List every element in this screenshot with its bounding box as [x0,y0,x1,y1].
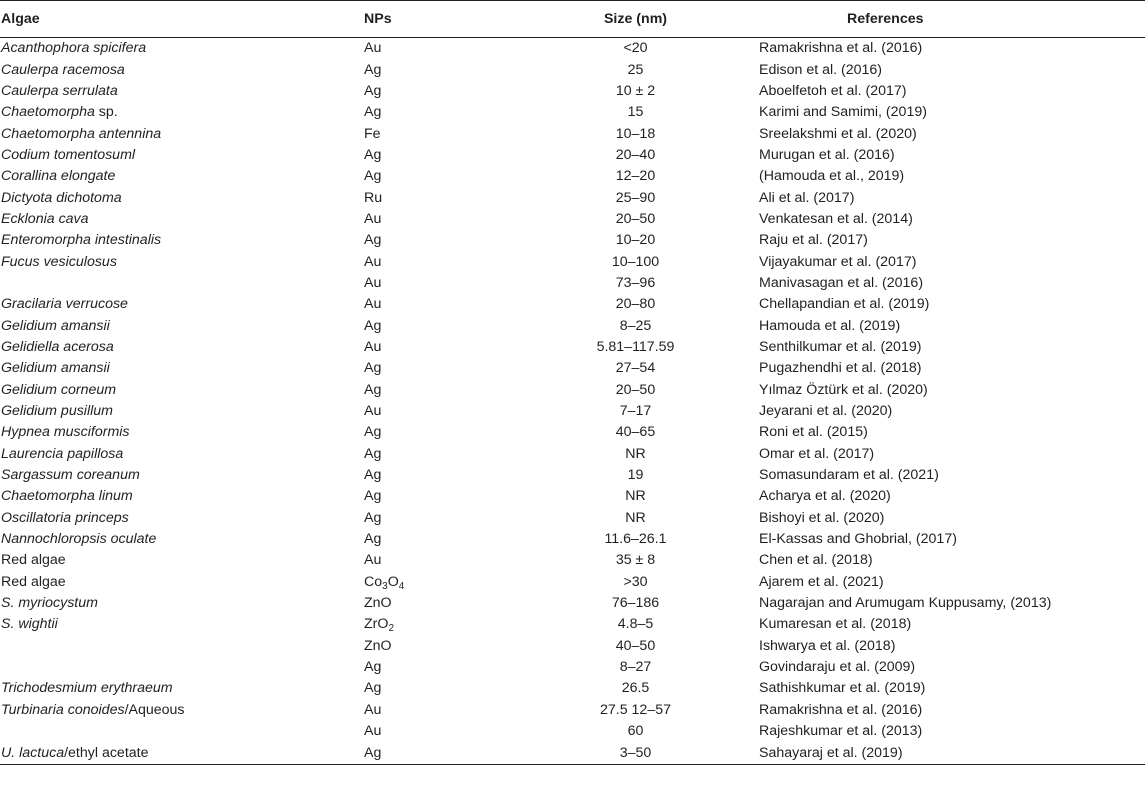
cell-size: 27.5 12–57 [599,701,671,718]
algae-extra-text: Red algae [1,552,66,569]
algae-extra-text: Red algae [1,573,66,590]
nps-formula: Ag [364,424,382,441]
cell-nps [364,529,512,550]
header-references: References [759,1,1145,38]
cell-reference: Rajeshkumar et al. (2013) [759,723,923,740]
cell-nps [364,636,512,657]
cell-reference: Ajarem et al. (2021) [759,573,884,590]
cell-size: 76–186 [611,595,660,612]
cell-algae [0,294,364,315]
cell-size: 10 ± 2 [615,82,656,99]
cell-nps [364,59,512,80]
cell-reference: Sreelakshmi et al. (2020) [759,125,917,142]
header-row [0,1,1145,38]
cell-size: 40–50 [615,637,656,654]
cell-algae [0,721,364,742]
header-size: Size (nm) [512,1,759,38]
table-row [0,294,1145,315]
cell-size: 25 [627,61,644,78]
cell-reference: Raju et al. (2017) [759,232,868,249]
cell-algae [0,209,364,230]
cell-reference: El-Kassas and Ghobrial, (2017) [759,531,957,548]
algae-species-name: U. lactuca [1,744,65,761]
cell-reference: Chellapandian et al. (2019) [759,296,930,313]
cell-nps [364,657,512,678]
nps-formula: Ag [364,61,382,78]
cell-algae [0,145,364,166]
table-row [0,81,1145,102]
table-row [0,593,1145,614]
table-row [0,59,1145,80]
cell-nps [364,614,512,635]
nps-formula: Au [364,40,382,57]
nps-formula: Ag [364,467,382,484]
cell-size: 20–50 [615,381,656,398]
cell-size: 10–20 [615,232,656,249]
cell-size: >30 [623,573,648,590]
algae-extra-text: sp. [94,104,118,121]
cell-reference: Sahayaraj et al. (2019) [759,742,1145,764]
table-row [0,38,1145,60]
cell-nps [364,358,512,379]
cell-size: 15 [627,104,644,121]
nps-formula: Ag [364,488,382,505]
nps-formula: Ag [364,104,382,121]
algae-extra-text: /ethyl acetate [64,744,149,761]
algae-species-name: Nannochloropsis oculate [1,531,157,548]
cell-nps [364,337,512,358]
cell-size: <20 [623,40,648,57]
cell-size: 20–50 [615,210,656,227]
table-row [0,508,1145,529]
algae-species-name: Gelidium amansii [1,317,110,334]
cell-size: 35 ± 8 [615,552,656,569]
cell-nps [364,81,512,102]
cell-size: 73–96 [615,274,656,291]
cell-size: 19 [627,467,644,484]
cell-nps [364,251,512,272]
cell-nps [364,273,512,294]
table-row [0,337,1145,358]
cell-nps [364,508,512,529]
cell-nps [364,486,512,507]
cell-size: NR [625,509,646,526]
table-row [0,273,1145,294]
algae-species-name: Gelidium pusillum [1,403,113,420]
table-row [0,465,1145,486]
table-row [0,700,1145,721]
cell-reference: Edison et al. (2016) [759,61,883,78]
cell-reference: (Hamouda et al., 2019) [759,168,905,185]
cell-algae [0,102,364,123]
cell-reference: Chen et al. (2018) [759,552,873,569]
algae-species-name: Caulerpa racemosa [1,61,125,78]
table-header [0,1,1145,38]
nps-formula: Au [364,296,382,313]
nps-formula: Fe [364,125,381,142]
algae-species-name: Chaetomorpha [1,104,95,121]
cell-reference: Pugazhendhi et al. (2018) [759,360,922,377]
cell-algae [0,380,364,401]
algae-species-name: Laurencia papillosa [1,445,124,462]
cell-size: 10–18 [615,125,656,142]
table-row [0,486,1145,507]
cell-nps [364,123,512,144]
nps-subscript-2: 4 [398,580,405,592]
table-row [0,721,1145,742]
cell-size: NR [625,488,646,505]
cell-algae [0,636,364,657]
table-row [0,444,1145,465]
algae-species-name: Sargassum coreanum [1,467,140,484]
cell-algae [0,38,364,60]
algae-species-name: Codium tomentosuml [1,146,136,163]
cell-reference: Acharya et al. (2020) [759,488,891,505]
cell-size: 8–27 [619,659,652,676]
cell-algae [0,550,364,571]
algae-species-name: Gelidiella acerosa [1,338,114,355]
cell-nps [364,465,512,486]
cell-nps [364,422,512,443]
cell-size: 10–100 [611,253,660,270]
nps-formula: Ru [364,189,383,206]
algae-species-name: Oscillatoria princeps [1,509,129,526]
algae-species-name: Caulerpa serrulata [1,82,118,99]
nps-formula: Ag [364,168,382,185]
nps-formula: Au [364,552,382,569]
algae-species-name: Dictyota dichotoma [1,189,122,206]
table-body [0,38,1145,765]
cell-nps [364,230,512,251]
cell-reference: Jeyarani et al. (2020) [759,403,893,420]
cell-nps [364,401,512,422]
nps-formula: Au [364,210,382,227]
cell-algae [0,529,364,550]
cell-nps [364,187,512,208]
table-row [0,102,1145,123]
nps-formula: Ag [364,317,382,334]
cell-algae [0,315,364,336]
cell-size: 60 [627,723,644,740]
table-row [0,678,1145,699]
table-row [0,636,1145,657]
cell-algae [0,81,364,102]
algae-species-name: Ecklonia cava [1,210,89,227]
cell-reference: Ramakrishna et al. (2016) [759,40,923,57]
nps-formula: Au [364,338,382,355]
cell-size: 25–90 [615,189,656,206]
cell-reference: Sathishkumar et al. (2019) [759,680,926,697]
table-row [0,145,1145,166]
cell-reference: Roni et al. (2015) [759,424,868,441]
nps-formula: Ag [364,360,382,377]
algae-species-name: Gracilaria verrucose [1,296,128,313]
cell-nps [364,678,512,699]
algae-species-name: Turbinaria conoides [1,701,125,718]
table-row [0,166,1145,187]
table-row [0,657,1145,678]
cell-algae [0,358,364,379]
nps-formula: Co [364,573,383,590]
cell-algae [0,273,364,294]
cell-size: 8–25 [619,317,652,334]
cell-nps [364,742,512,764]
cell-reference: Hamouda et al. (2019) [759,317,901,334]
cell-nps [364,700,512,721]
cell-nps [364,572,512,593]
cell-nps [364,380,512,401]
table-row [0,123,1145,144]
algae-species-name: Corallina elongate [1,168,116,185]
nps-subscript: 2 [388,623,394,635]
nps-formula: Ag [364,445,382,462]
cell-reference: Manivasagan et al. (2016) [759,274,924,291]
cell-algae [0,614,364,635]
cell-algae [0,572,364,593]
cell-algae [0,337,364,358]
table-row [0,550,1145,571]
table-row [0,422,1145,443]
nps-subscript: 3 [382,580,388,592]
nps-formula: ZrO [364,616,389,633]
nps-formula-part2: O [387,573,399,590]
cell-size: NR [625,445,646,462]
cell-reference: Govindaraju et al. (2009) [759,659,916,676]
algae-species-name: Trichodesmium erythraeum [1,680,173,697]
cell-reference: Yılmaz Öztürk et al. (2020) [759,381,928,398]
cell-size: 12–20 [615,168,656,185]
nps-formula: Au [364,274,382,291]
nps-formula: Au [364,723,382,740]
cell-algae [0,700,364,721]
cell-nps [364,38,512,60]
cell-algae [0,166,364,187]
table-row [0,230,1145,251]
cell-algae [0,593,364,614]
cell-reference: Ramakrishna et al. (2016) [759,701,923,718]
cell-algae [0,422,364,443]
header-algae: Algae [0,1,364,38]
algae-extra-text: /Aqueous [124,701,185,718]
cell-algae [0,508,364,529]
table-row [0,380,1145,401]
table-row [0,315,1145,336]
cell-nps [364,593,512,614]
cell-nps [364,550,512,571]
cell-nps [364,102,512,123]
cell-reference: Murugan et al. (2016) [759,146,895,163]
nps-formula: Au [364,253,382,270]
cell-size: 20–40 [615,146,656,163]
nps-formula: ZnO [364,595,392,612]
table-row [0,358,1145,379]
cell-size: 11.6–26.1 [604,531,667,548]
nps-formula: Ag [364,680,382,697]
cell-nps [364,166,512,187]
algae-species-name: Hypnea musciformis [1,424,130,441]
table-row [0,209,1145,230]
table-row [0,572,1145,593]
nps-formula: Ag [364,659,382,676]
cell-reference: Karimi and Samimi, (2019) [759,104,927,121]
algae-species-name: Gelidium amansii [1,360,110,377]
cell-algae [0,444,364,465]
cell-algae [0,486,364,507]
nps-formula: Au [364,403,382,420]
cell-reference: Ali et al. (2017) [759,189,855,206]
cell-algae [0,657,364,678]
cell-nps [364,294,512,315]
cell-algae [0,678,364,699]
cell-reference: Somasundaram et al. (2021) [759,467,939,484]
algae-species-name: Enteromorpha intestinalis [1,232,162,249]
algae-species-name: S. myriocystum [1,595,98,612]
cell-algae [0,187,364,208]
nps-formula: Ag [364,232,382,249]
cell-algae [0,251,364,272]
cell-size: 27–54 [615,360,656,377]
cell-nps [364,444,512,465]
cell-size: 4.8–5 [617,616,654,633]
cell-reference: Omar et al. (2017) [759,445,875,462]
cell-reference: Vijayakumar et al. (2017) [759,253,917,270]
cell-reference: Aboelfetoh et al. (2017) [759,82,907,99]
cell-size: 40–65 [615,424,656,441]
algae-species-name: S. wightii [1,616,58,633]
nps-formula: Ag [364,509,382,526]
cell-algae [0,230,364,251]
cell-algae [0,59,364,80]
table-row [0,401,1145,422]
cell-size: 3–50 [512,742,759,764]
cell-nps [364,145,512,166]
cell-reference: Nagarajan and Arumugam Kuppusamy, (2013) [759,595,1052,612]
algae-species-name: Gelidium corneum [1,381,117,398]
table-row [0,187,1145,208]
table-row [0,251,1145,272]
nps-formula: Ag [364,381,382,398]
table-row [0,742,1145,764]
cell-size: 20–80 [615,296,656,313]
algae-species-name: Acanthophora spicifera [1,40,147,57]
cell-algae [0,123,364,144]
cell-algae [0,401,364,422]
nps-formula: Ag [364,744,382,761]
cell-size: 5.81–117.59 [596,338,675,355]
table-row [0,529,1145,550]
algae-species-name: Chaetomorpha antennina [1,125,162,142]
cell-reference: Ishwarya et al. (2018) [759,637,896,654]
nps-formula: Ag [364,531,382,548]
cell-reference: Kumaresan et al. (2018) [759,616,912,633]
nps-formula: Ag [364,82,382,99]
cell-nps [364,209,512,230]
cell-algae [0,465,364,486]
cell-size: 26.5 [621,680,650,697]
cell-reference: Senthilkumar et al. (2019) [759,338,922,355]
header-nps: NPs [364,1,512,38]
algae-species-name: Fucus vesiculosus [1,253,117,270]
nps-formula: ZnO [364,637,392,654]
algae-species-name: Chaetomorpha linum [1,488,133,505]
nps-formula: Ag [364,146,382,163]
table-row [0,614,1145,635]
cell-nps [364,315,512,336]
cell-reference: Venkatesan et al. (2014) [759,210,913,227]
nps-formula: Au [364,701,382,718]
cell-algae [0,742,364,764]
cell-nps [364,721,512,742]
cell-size: 7–17 [619,403,652,420]
cell-reference: Bishoyi et al. (2020) [759,509,885,526]
